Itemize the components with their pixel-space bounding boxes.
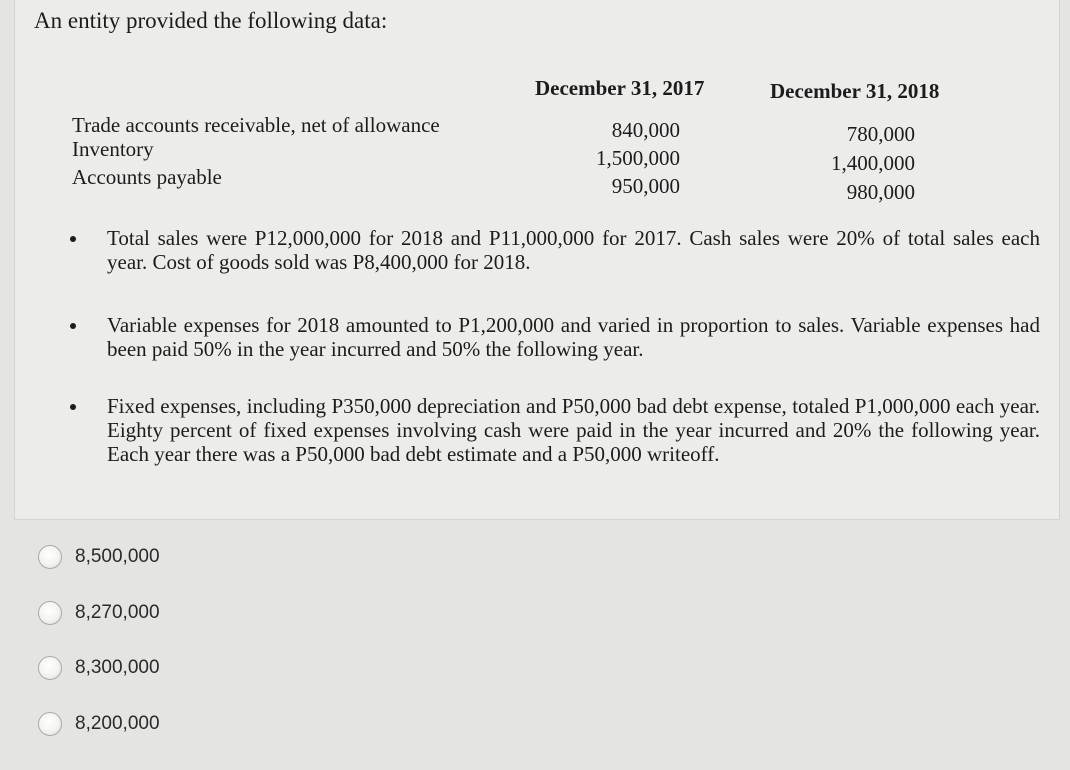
radio-button-icon[interactable] <box>38 545 62 569</box>
row-label-receivables: Trade accounts receivable, net of allowance <box>72 113 440 137</box>
value-inventory-2017: 1,500,000 <box>596 146 680 170</box>
value-receivables-2017: 840,000 <box>611 118 680 142</box>
bullet-dot-icon <box>70 404 76 410</box>
bullet-text: Total sales were P12,000,000 for 2018 and P11,000,000 for 2017. Cash sales were 20% of total sales each year. Cost of goods sold was P8,400,000 for 2018. <box>107 226 1040 274</box>
value-inventory-2018: 1,400,000 <box>831 151 915 175</box>
answer-option-1[interactable] <box>38 542 160 572</box>
column-header-2017: December 31, 2017 <box>535 76 705 100</box>
answer-option-label: 8,270,000 <box>75 602 160 623</box>
bullet-text: Variable expenses for 2018 amounted to P1,200,000 and varied in proportion to sales. Variable expenses had been paid 50% in the year incurred and 50% the following year. <box>107 313 1040 361</box>
answer-option-label: 8,200,000 <box>75 713 160 734</box>
answer-option-4[interactable] <box>38 709 160 739</box>
bullet-dot-icon <box>70 323 76 329</box>
answer-option-2[interactable] <box>38 598 160 628</box>
radio-button-icon[interactable] <box>38 656 62 680</box>
answer-option-3[interactable] <box>38 653 160 683</box>
value-payable-2017: 950,000 <box>611 174 680 198</box>
answer-option-label: 8,500,000 <box>75 546 160 567</box>
row-label-payable: Accounts payable <box>72 165 222 189</box>
radio-button-icon[interactable] <box>38 712 62 736</box>
bullet-dot-icon <box>70 236 76 242</box>
value-payable-2018: 980,000 <box>846 180 915 204</box>
column-header-2018: December 31, 2018 <box>770 79 940 103</box>
bullet-text: Fixed expenses, including P350,000 depreciation and P50,000 bad debt expense, totaled P1,000,000 each year. Eighty percent of fixed expenses involving cash were paid in the year incurred and 20% the following year. Each year there was a P50,000 bad debt estimate and a P50,000 writeoff. <box>107 394 1040 466</box>
radio-button-icon[interactable] <box>38 601 62 625</box>
bullet-variable-expenses <box>70 313 1040 361</box>
bullet-fixed-expenses <box>70 394 1040 466</box>
answer-option-label: 8,300,000 <box>75 657 160 678</box>
question-intro: An entity provided the following data: <box>34 8 388 33</box>
row-label-inventory: Inventory <box>72 137 154 161</box>
bullet-sales <box>70 226 1040 274</box>
value-receivables-2018: 780,000 <box>846 122 915 146</box>
